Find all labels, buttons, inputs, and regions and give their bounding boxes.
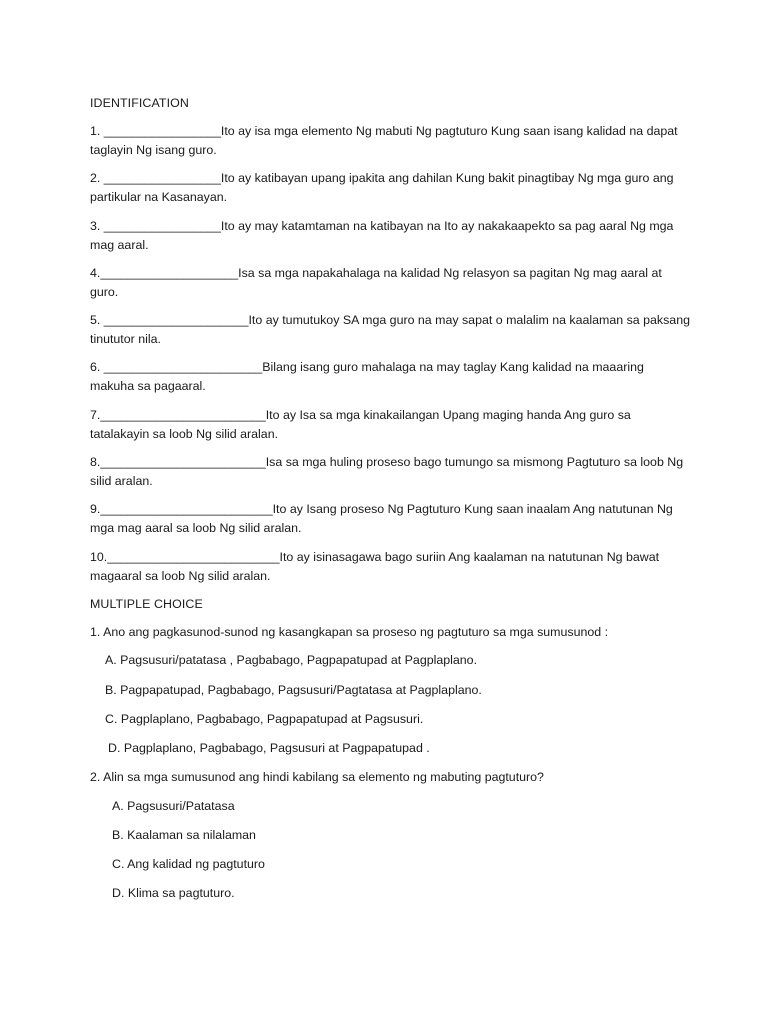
identification-item-2: 2. _________________Ito ay katibayan upang ipakita ang dahilan Kung bakit pinagtibay Ng mga guro ang partikular na Kasanayan. bbox=[90, 171, 674, 205]
identification-item-7: 7.________________________Ito ay Isa sa mga kinakailangan Upang maging handa Ang guro sa tatalakayin sa loob Ng silid aralan. bbox=[90, 407, 631, 441]
question-1-option-c: C. Pagplaplano, Pagbabago, Pagpapatupad at Pagsusuri. bbox=[105, 711, 424, 726]
identification-item-9: 9._________________________Ito ay Isang proseso Ng Pagtuturo Kung saan inaalam Ang natutunan Ng mga mag aaral sa loob Ng silid aralan. bbox=[90, 502, 673, 536]
multiple-choice-heading: MULTIPLE CHOICE bbox=[90, 596, 203, 611]
identification-item-5: 5. _____________________Ito ay tumutukoy SA mga guro na may sapat o malalim na kaalaman sa paksang tinututor nila. bbox=[90, 313, 690, 347]
question-1-option-b: B. Pagpapatupad, Pagbabago, Pagsusuri/Pagtatasa at Pagplaplano. bbox=[105, 682, 482, 697]
question-1-option-a: A. Pagsusuri/patatasa , Pagbabago, Pagpapatupad at Pagplaplano. bbox=[105, 653, 478, 668]
identification-item-4: 4.____________________Isa sa mga napakahalaga na kalidad Ng relasyon sa pagitan Ng mag aaral at guro. bbox=[90, 265, 662, 299]
identification-heading: IDENTIFICATION bbox=[90, 96, 189, 110]
question-2-option-a: A. Pagsusuri/Patatasa bbox=[112, 798, 235, 813]
question-2: 2. Alin sa mga sumusunod ang hindi kabilang sa elemento ng mabuting pagtuturo? bbox=[90, 770, 544, 785]
identification-item-6: 6. _______________________Bilang isang guro mahalaga na may taglay Kang kalidad na maaaring makuha sa pagaaral. bbox=[90, 360, 644, 394]
document-content bbox=[90, 94, 690, 913]
question-2-option-b: B. Kaalaman sa nilalaman bbox=[112, 827, 256, 842]
question-2-option-c: C. Ang kalidad ng pagtuturo bbox=[112, 857, 265, 872]
question-1: 1. Ano ang pagkasunod-sunod ng kasangkapan sa proseso ng pagtuturo sa mga sumusunod : bbox=[90, 624, 609, 639]
identification-item-3: 3. _________________Ito ay may katamtaman na katibayan na Ito ay nakakaapekto sa pag aaral Ng mga mag aaral. bbox=[90, 218, 674, 252]
identification-item-8: 8.________________________Isa sa mga huling proseso bago tumungo sa mismong Pagtuturo sa loob Ng silid aralan. bbox=[90, 455, 684, 489]
question-1-option-d: D. Pagplaplano, Pagbabago, Pagsusuri at Pagpapatupad . bbox=[108, 741, 430, 756]
identification-item-10: 10._________________________Ito ay isinasagawa bago suriin Ang kaalaman na natutunan Ng bawat magaaral sa loob Ng silid aralan. bbox=[90, 549, 660, 583]
identification-item-1: 1. _________________Ito ay isa mga elemento Ng mabuti Ng pagtuturo Kung saan isang kalidad na dapat taglayin Ng isang guro. bbox=[90, 124, 678, 157]
question-2-option-d: D. Klima sa pagtuturo. bbox=[112, 886, 235, 901]
